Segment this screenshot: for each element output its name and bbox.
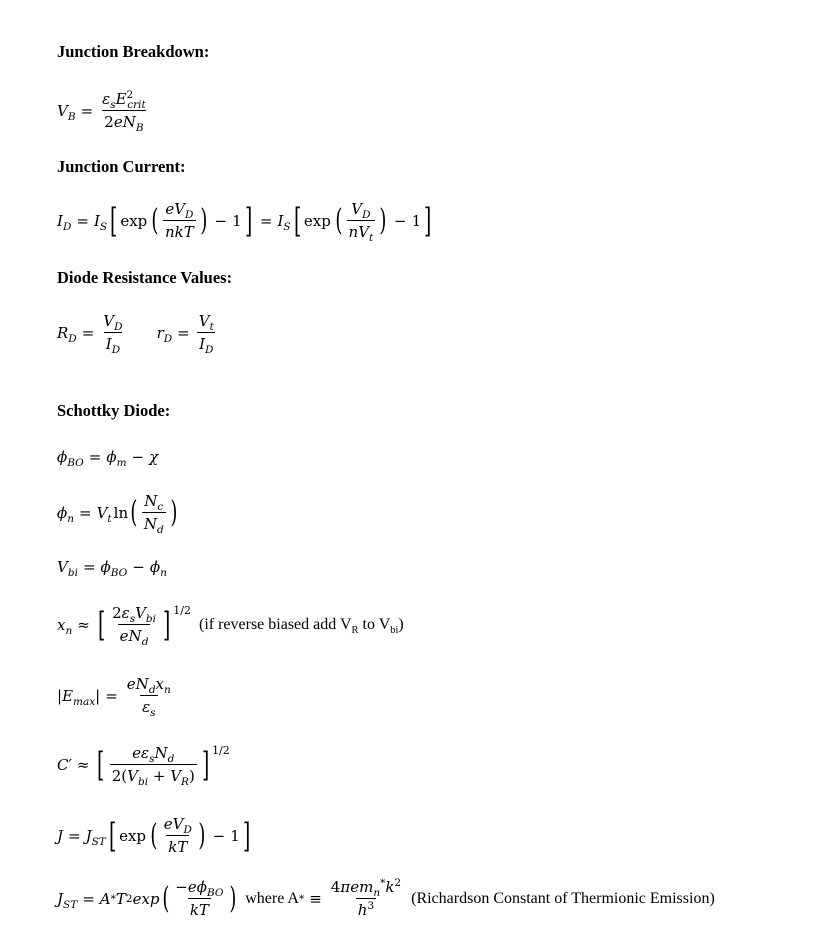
equation-capacitance: C′ ≈ [ $e\varepsilon_sN_d$ $2(V_{bi} + V_R)$ ] 1/2	[57, 744, 230, 788]
exponent-half-2: 1/2	[212, 744, 230, 757]
section-title-breakdown: Junction Breakdown:	[57, 42, 210, 61]
richardson-note: (Richardson Constant of Thermionic Emission)	[411, 889, 715, 907]
equation-barrier-height: $\phi_{BO}$ = $\phi_m$ − χ	[57, 448, 159, 469]
exp-label-3: exp	[119, 826, 147, 845]
exponent-half: 1/2	[173, 604, 191, 617]
equation-phi-n: $\phi_n$ = $V_t$ ln ( $N_c$ $N_d$ )	[57, 492, 178, 536]
section-title-schottky: Schottky Diode:	[57, 401, 171, 420]
equation-current-density: J = $J_{ST}$ [ exp ( $eV_D$ kT ) − 1 ]	[57, 815, 251, 856]
ln-label: ln	[113, 503, 129, 522]
exp-label-2: exp	[303, 211, 331, 230]
equation-max-field: | $E_{max}$ | = $eN_dx_n$ $\varepsilon_s$	[57, 675, 171, 719]
equation-built-in-voltage: $V_{bi}$ = $\phi_{BO}$ − $\phi_n$	[57, 558, 167, 579]
section-title-resistance: Diode Resistance Values:	[57, 268, 233, 287]
section-title-current: Junction Current:	[57, 157, 186, 176]
equation-resistance: $R_D$ = $\frac{V_D}{I_D}$ $r_D$ = $\frac{V_t}{I_D}$	[57, 312, 214, 356]
equation-saturation-current: $J_{ST}$ = A * T 2 exp ( $-e\phi_{BO}$ kT ) where A * ≡ $4\pi em_n^*k^2$ $h^3$ (Richardson Constant of Thermionic Emission)	[57, 877, 715, 919]
equation-depletion-width: $x_n$ ≈ [ $2\varepsilon_sV_{bi}$ $eN_d$ ] 1/2 (if reverse biased add $V_R$ to $V_{bi}$)	[57, 604, 404, 648]
equation-breakdown-voltage: $V_B$ = $\varepsilon_sE^2_{crit}$ $2eN_B$	[57, 89, 146, 134]
exp-label: exp	[120, 211, 148, 230]
equation-junction-current: $I_D$ = $I_S$ [ exp ( $eV_D$ nkT ) − 1 ] = $I_S$ [ exp ( $V_D$ $nV_t$ ) − 1 ]	[57, 200, 432, 244]
where-text: where A	[245, 889, 299, 907]
reverse-bias-note: (if reverse biased add $V_R$ to $V_{bi}$)	[198, 615, 404, 636]
